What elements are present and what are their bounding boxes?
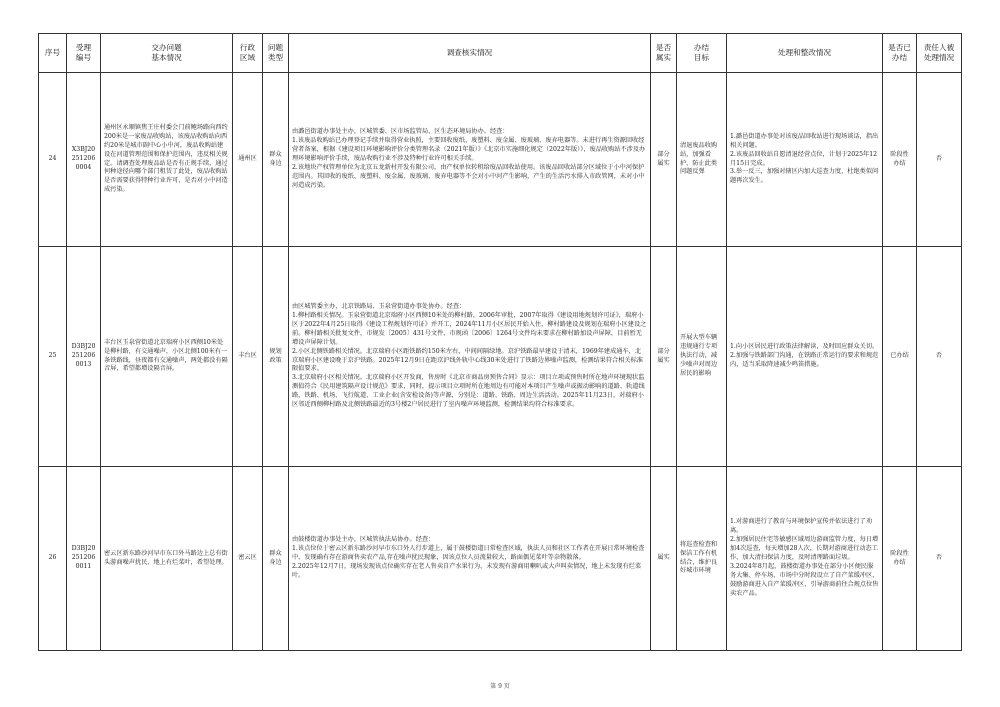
row-no: 25 bbox=[39, 247, 67, 467]
header-district: 行政 区域 bbox=[233, 34, 263, 73]
row-handling bbox=[727, 73, 883, 247]
row-punish: 否 bbox=[917, 73, 962, 247]
row-punish: 否 bbox=[917, 247, 962, 467]
row-verified: 属实 bbox=[651, 467, 677, 651]
handling-para: 1.对游商进行了教育与环境保护宣传并依法进行了劝离。 bbox=[730, 518, 873, 535]
header-closed: 是否已 办结 bbox=[883, 34, 917, 73]
table-row bbox=[39, 467, 962, 651]
row-code: D3BJ20 251206 0013 bbox=[67, 247, 101, 467]
row-type: 群众 身边 bbox=[263, 467, 289, 651]
row-no: 26 bbox=[39, 467, 67, 651]
row-type: 规划 政策 bbox=[263, 247, 289, 467]
row-goal: 清退废品收购站，加强看护，防止此类问题反弹 bbox=[677, 73, 727, 247]
header-row bbox=[39, 34, 962, 73]
handling-para: 3.举一反三，加强对辖区内加大巡查力度，杜绝类似问题再次发生。 bbox=[730, 168, 879, 185]
investigation-para: 2.小区北侧铁路相关情况。北京瑞府小区距铁路约150米左右，中间间隔绿地。京沪铁路最早建设于清末，1969年建成通车，北京瑞府小区建设晚于京沪铁路。2025年12月9日在距京沪线外轨中心线30米处进行了铁路边界噪声监测，检测结果符合相关标准限值要求。 bbox=[292, 347, 643, 373]
row-goal: 将巡查检查和保洁工作有机结合，维护良好城市环境 bbox=[677, 467, 727, 651]
row-district: 通州区 bbox=[233, 73, 263, 247]
row-verified: 部分 属实 bbox=[651, 73, 677, 247]
header-type: 问题 类型 bbox=[263, 34, 289, 73]
table-row bbox=[39, 247, 962, 467]
handling-para: 2.加强居民住宅等敏感区域周边游商监管力度，每日增加4次巡查，每天增加28人次，长期对游商进行动态工作，加大清扫保洁力度，及时清理路面垃圾。 bbox=[730, 536, 879, 561]
row-issue: 通州区永顺镇焦王庄村委会门前鲍场路向西约200米是一家废品收购站，该废品收购站向西约20米是城市副中心小中河，废品收购站建设在河道管理范围和保护范围内，违反相关规定。请调查处理废品站是否有正规手续，通过何种途径向哪个部门租赁了此处，废品收购站是否需要获得特种行业许可，是否对小中河造成污染。 bbox=[101, 73, 233, 247]
table-row bbox=[39, 73, 962, 247]
handling-para: 3.2024年8月起，鼓楼街道办事处在部分小区便民服务大集、停车场、市场中分时段设立了自产菜缓冲区，鼓励游商进入自产菜缓冲区，引导游商前往合规点位售卖农产品。 bbox=[730, 562, 879, 597]
row-district: 丰台区 bbox=[233, 247, 263, 467]
investigation-para: 1.该点位位于密云区新东路沙河早市东口外人行步道上，属于鼓楼街道日常检查区域，执法人员和社区工作者在开展日常环境检查中，发现确有存在游商售卖农产品,存在噪声扰民现象，因该点位人员流量较大，路面偶见菜叶等杂物散落。 bbox=[292, 545, 645, 561]
header-handling: 处理和整改情况 bbox=[727, 34, 883, 73]
investigation-para: 2.2025年12月7日，现场发现该点位确实存在老人售卖自产水果行为，未发现有游商用喇叭或大声叫卖情况，地上未发现有烂菜叶。 bbox=[292, 562, 642, 579]
investigation-para: 1.柳村路相关情况。玉泉营街道北京瑞府小区西侧10米处的柳村路，2006年审批，2007年取得《建设用地规划许可证》，瑞府小区于2022年4月25日取得《建设工程规划许可证》并开工，2024年11月小区居民开始入住，柳村路建设及规划在瑞府小区建设之前。柳村路相关批复文件，市规发〔2005〕431号文件、市规函〔2006〕1264号文件均未要求在柳村路加设声屏障，目前暂无增设声屏障计划。 bbox=[292, 311, 647, 346]
header-issue: 交办问题 基本情况 bbox=[101, 34, 233, 73]
report-table bbox=[38, 33, 962, 651]
investigation-para: 3.北京瑞府小区相关情况。北京瑞府小区开发商，售房时《北京市商品房预售合同》显示：项目立项或预售时所在地声环境现状监测值符合《民用建筑隔声设计规范》要求，同时，提示项目立项时所在地周边有可能对本项目产生噪声或振动影响的道路、轨道线路、铁路、机场、飞行航道、工业企业(含安检设备)等声源，分别是：道路、铁路、周边生活活动。2025年11月23日，对瑞府小区邻近西侧柳村路及北侧铁路最近的3号楼2户居民进行了室内噪声环境监测，检测结果均符合标准要求。 bbox=[292, 374, 645, 409]
row-investigation bbox=[289, 247, 651, 467]
header-no: 序号 bbox=[39, 34, 67, 73]
header-verified: 是否 属实 bbox=[651, 34, 677, 73]
investigation-para: 由鼓楼街道办事处主办，区城管执法局协办。经查： bbox=[292, 536, 435, 544]
handling-para: 2.该废品回收站自愿清退经营点位，计划于2025年12月15日完成。 bbox=[730, 150, 878, 167]
row-investigation bbox=[289, 73, 651, 247]
handling-para: 1.向小区居民进行政策法律解读，及时回应群众关切。 bbox=[730, 343, 879, 351]
row-issue: 丰台区玉泉营街道北京瑞府小区西侧10米处是柳村路，有交通噪声，小区北侧100米有一条铁路线，昼夜都有交通噪声，两处都没有隔音屏，希望都增设隔音屏。 bbox=[101, 247, 233, 467]
header-punish: 责任人被 处理情况 bbox=[917, 34, 962, 73]
row-code: D3BJ20 251206 0011 bbox=[67, 467, 101, 651]
row-no: 24 bbox=[39, 73, 67, 247]
row-closed: 阶段性 办结 bbox=[883, 73, 917, 247]
row-punish: 否 bbox=[917, 467, 962, 651]
page-number: 第 9 页 bbox=[490, 683, 510, 690]
handling-para: 1.潞邑街道办事处对该废品回收站进行现场谈话，指出相关问题。 bbox=[730, 132, 879, 149]
row-district: 密云区 bbox=[233, 467, 263, 651]
investigation-para: 2.该地块产权管理单位为北京五龙新村开发有限公司，由产权单位转租给废品回收站使用。该废品回收站部分区域位于小中河保护范围内。其回收的废纸、废塑料、废金属、废玻璃、废弃电器等不会对小中河产生影响，产生的生活污水排入市政管网，未对小中河造成污染。 bbox=[292, 163, 645, 189]
row-handling bbox=[727, 247, 883, 467]
investigation-para: 由区城管委主办，北京铁路局、玉泉营街道办事处协办。经查： bbox=[292, 302, 466, 310]
handling-para: 2.加强与铁路部门沟通，在铁路正常运行的要求和规范内，适当采取降速减少鸣笛措施。 bbox=[730, 352, 879, 368]
row-code: X3BJ20 251206 0004 bbox=[67, 73, 101, 247]
investigation-para: 1.该废品收购站已办理登记手续并取得营业执照，主要回收废纸、废塑料、废金属、废玻璃、废弃电器等。未进行再生资源回收经营者备案，根据《建设项目环境影响评价分类管理名录（2021年版）》《北京市实施细化规定（2022年版）》，废品收购站不涉及办理环境影响评价手续，废品收购行业不涉及特种行业许可相关手续。 bbox=[292, 137, 646, 162]
row-closed: 阶段性 办结 bbox=[883, 467, 917, 651]
row-closed: 已办结 bbox=[883, 247, 917, 467]
row-issue: 密云区新东路沙河早市东口外马路边上总有街头游商噪声扰民，地上有烂菜叶，希望处理。 bbox=[101, 467, 233, 651]
row-handling bbox=[727, 467, 883, 651]
header-code: 受理 编号 bbox=[67, 34, 101, 73]
row-type: 群众 身边 bbox=[263, 73, 289, 247]
header-goal: 办结 目标 bbox=[677, 34, 727, 73]
investigation-para: 由潞邑街道办事处主办，区城管委、区市场监管局、区生态环境局协办。经查： bbox=[292, 128, 509, 136]
row-investigation bbox=[289, 467, 651, 651]
header-investigation: 调查核实情况 bbox=[289, 34, 651, 73]
row-goal: 开展大型车辆违规通行专项执法行动，减少噪声对周边居民的影响 bbox=[677, 247, 727, 467]
row-verified: 部分 属实 bbox=[651, 247, 677, 467]
